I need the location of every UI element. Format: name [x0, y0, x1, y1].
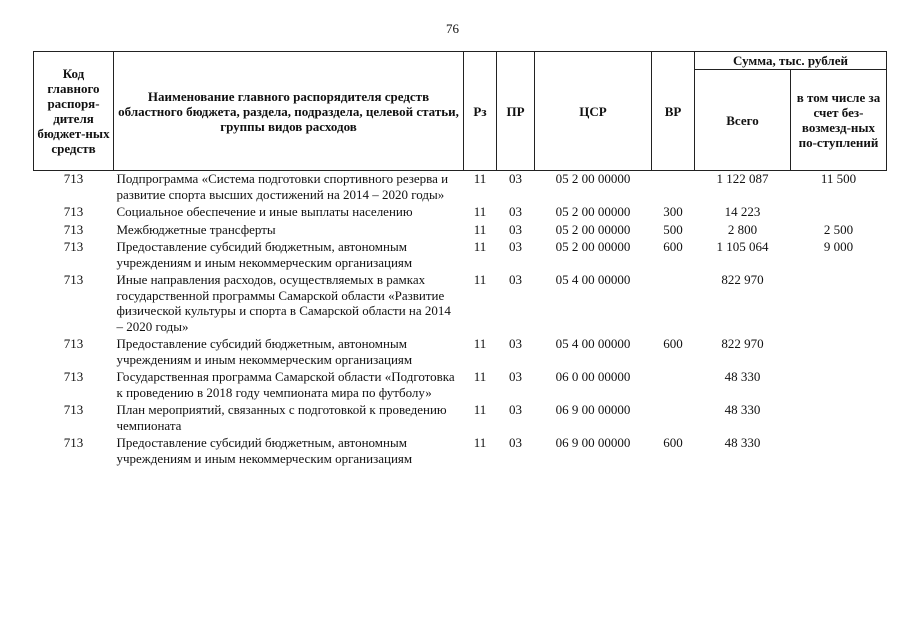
rz-cell: 11: [473, 171, 487, 186]
table-row: [34, 204, 887, 222]
csr-cell: 06 0 00 00000: [555, 369, 631, 384]
vr-cell: [652, 369, 695, 402]
total-cell: 2 800: [727, 221, 758, 237]
gratuitous-cell: [791, 272, 887, 336]
vr-cell: [652, 272, 695, 336]
pr-cell: 03: [509, 171, 522, 186]
total-cell: 1 122 087: [716, 171, 769, 186]
code-cell: 713: [63, 239, 84, 254]
csr-cell: 05 2 00 00000: [555, 171, 631, 186]
table-row: [34, 239, 887, 272]
total-cell: 822 970: [721, 272, 764, 287]
rz-cell: 11: [473, 435, 487, 450]
gratuitous-cell: [791, 435, 887, 468]
rz-cell: 11: [473, 336, 487, 351]
csr-cell: 05 2 00 00000: [555, 239, 631, 254]
csr-cell: 05 4 00 00000: [555, 336, 631, 351]
total-cell: 1 105 064: [716, 239, 769, 254]
gratuitous-cell: [791, 336, 887, 369]
gratuitous-cell: 9 000: [823, 239, 854, 254]
header-gratuitous: в том числе за счет без-возмезд-ных по-ступлений: [791, 70, 887, 171]
gratuitous-cell: 2 500: [823, 221, 854, 237]
header-code: Код главного распоря-дителя бюджет-ных средств: [34, 52, 114, 171]
rz-cell: 11: [473, 272, 487, 287]
budget-table: [33, 51, 887, 468]
csr-cell: 05 2 00 00000: [555, 204, 631, 219]
total-cell: 822 970: [721, 336, 764, 351]
pr-cell: 03: [509, 221, 522, 237]
rz-cell: 11: [473, 204, 487, 219]
name-cell: Социальное обеспечение и иные выплаты населению: [116, 204, 413, 219]
gratuitous-cell: 11 500: [820, 171, 857, 186]
rz-cell: 11: [473, 369, 487, 384]
vr-cell: 600: [663, 336, 683, 351]
rz-cell: 11: [473, 221, 487, 237]
code-cell: 713: [63, 171, 84, 186]
csr-cell: 05 4 00 00000: [555, 272, 631, 287]
vr-cell: [652, 402, 695, 435]
vr-cell: [652, 171, 695, 205]
table-row: [34, 435, 887, 468]
code-cell: 713: [63, 221, 84, 237]
header-rz: Рз: [464, 52, 497, 171]
header-name: Наименование главного распорядителя средств областного бюджета, раздела, подраздела, целевой статьи, группы видов расходов: [114, 52, 464, 171]
page-number: 76: [446, 21, 459, 36]
vr-cell: 600: [663, 239, 683, 254]
table-row: [34, 336, 887, 369]
total-cell: 48 330: [724, 369, 761, 384]
table-row: [34, 402, 887, 435]
csr-cell: 06 9 00 00000: [555, 435, 631, 450]
code-cell: 713: [63, 336, 84, 351]
code-cell: 713: [63, 402, 84, 417]
table-header: [34, 52, 887, 171]
pr-cell: 03: [509, 204, 522, 219]
header-sum-group: Сумма, тыс. рублей: [695, 52, 887, 70]
total-cell: 48 330: [724, 435, 761, 450]
pr-cell: 03: [509, 402, 522, 417]
name-cell: План мероприятий, связанных с подготовкой к проведению чемпионата: [116, 402, 447, 433]
pr-cell: 03: [509, 336, 522, 351]
vr-cell: 300: [663, 204, 683, 219]
table-row: [34, 272, 887, 336]
gratuitous-cell: [791, 369, 887, 402]
pr-cell: 03: [509, 272, 522, 287]
header-pr: ПР: [497, 52, 535, 171]
vr-cell: 500: [663, 221, 683, 237]
name-cell: Предоставление субсидий бюджетным, автономным учреждениям и иным некоммерческим организациям: [116, 239, 413, 270]
table-row: [34, 171, 887, 205]
code-cell: 713: [63, 204, 84, 219]
header-vr: ВР: [652, 52, 695, 171]
total-cell: 48 330: [724, 402, 761, 417]
name-cell: Государственная программа Самарской области «Подготовка к проведению в 2018 году чемпионата мира по футболу»: [116, 369, 455, 400]
pr-cell: 03: [509, 369, 522, 384]
name-cell: Предоставление субсидий бюджетным, автономным учреждениям и иным некоммерческим организациям: [116, 336, 413, 367]
rz-cell: 11: [473, 402, 487, 417]
csr-cell: 05 2 00 00000: [555, 221, 631, 237]
csr-cell: 06 9 00 00000: [555, 402, 631, 417]
code-cell: 713: [63, 272, 84, 287]
code-cell: 713: [63, 435, 84, 450]
table-row: [34, 222, 887, 240]
header-csr: ЦСР: [535, 52, 652, 171]
name-cell: Межбюджетные трансферты: [116, 221, 276, 237]
code-cell: 713: [63, 369, 84, 384]
name-cell: Предоставление субсидий бюджетным, автономным учреждениям и иным некоммерческим организациям: [116, 435, 413, 466]
vr-cell: 600: [663, 435, 683, 450]
pr-cell: 03: [509, 435, 522, 450]
pr-cell: 03: [509, 239, 522, 254]
gratuitous-cell: [791, 204, 887, 222]
table-body: [34, 171, 887, 469]
rz-cell: 11: [473, 239, 487, 254]
name-cell: Иные направления расходов, осуществляемых в рамках государственной программы Самарской области «Развитие физической культуры и спорта в Самарской области на 2014 – 2020 годы»: [116, 272, 451, 334]
header-total: Всего: [695, 70, 791, 171]
total-cell: 14 223: [724, 204, 761, 219]
gratuitous-cell: [791, 402, 887, 435]
name-cell: Подпрограмма «Система подготовки спортивного резерва и развитие спорта высших достижений на 2014 – 2020 годы»: [116, 171, 449, 202]
table-row: [34, 369, 887, 402]
